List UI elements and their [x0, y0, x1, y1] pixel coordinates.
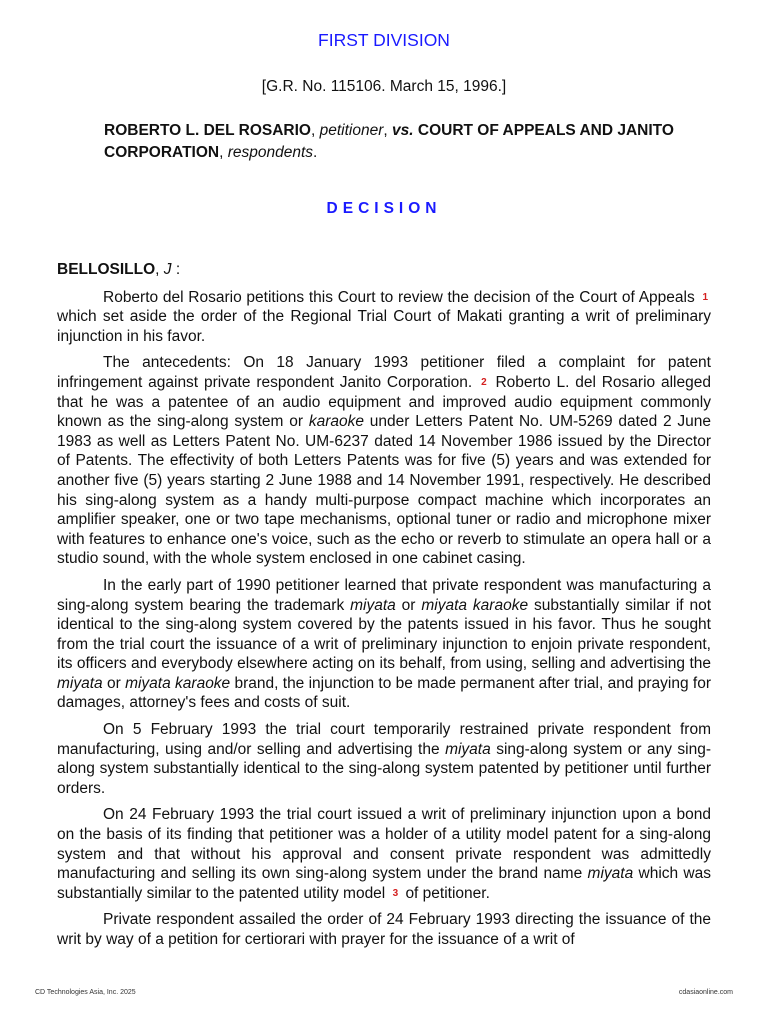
versus-label: vs. — [392, 122, 414, 139]
paragraph-text: Private respondent assailed the order of 24 February 1993 directing the issuance of the writ by way of a petition for certiorari with prayer for the issuance of a writ of — [57, 911, 711, 948]
paragraph-text: which set aside the order of the Regional Trial Court of Makati granting a writ of preliminary injunction in his favor. — [57, 308, 711, 345]
paragraph-text: Roberto L. del Rosario alleged that he was a patentee of an audio equipment and improved audio equipment commonly known as the sing-along system or — [57, 373, 711, 431]
case-number: [G.R. No. 115106. March 15, 1996.] — [261, 78, 507, 95]
decision-body — [57, 260, 711, 957]
paragraph-text: under Letters Patent No. UM-5269 dated 2 June 1983 as well as Letters Patent No. UM-6237 dated 14 November 1986 issued by the Director of Patents. The effectivity of both Letters Patents was for five (5) years and was extended for another five (5) years starting 2 June 1988 and 14 November 1991, respectively. He described his sing-along system as a handy multi-purpose compact machine which incorporates an amplifier speaker, one or two tape mechanisms, optional tuner or radio and microphone mixer with features to enhance one's voice, such as the echo or reverb to stimulate an opera hall or a studio sound, with the whole system enclosed in one cabinet casing. — [57, 413, 712, 568]
paragraph-1 — [57, 288, 711, 347]
footnote-link-3[interactable]: 3 — [392, 887, 399, 899]
respondent-role: respondents — [227, 144, 314, 161]
emphasis-text: miyata karaoke — [125, 674, 231, 692]
footer-copyright: CD Technologies Asia, Inc. 2025 — [35, 989, 136, 996]
emphasis-text: miyata — [587, 865, 634, 883]
emphasis-text: miyata — [445, 740, 491, 758]
emphasis-text: karaoke — [308, 413, 364, 431]
justice-name: BELLOSILLO — [57, 261, 156, 278]
paragraph-text: The antecedents: On 18 January 1993 petitioner filed a complaint for patent infringement against private respondent Janito Corporation. — [57, 354, 711, 391]
ponente-line: BELLOSILLO, J : — [57, 261, 181, 278]
division-heading: FIRST DIVISION — [318, 30, 450, 50]
footnote-link-1[interactable]: 1 — [702, 291, 709, 303]
justice-suffix: J — [163, 261, 172, 278]
paragraph-2 — [57, 353, 711, 569]
decision-heading: DECISION — [326, 200, 442, 217]
paragraph-6 — [57, 910, 711, 949]
paragraph-text: or — [401, 596, 416, 614]
paragraph-text: On 24 February 1993 the trial court issued a writ of preliminary injunction upon a bond on the basis of its finding that petitioner was a holder of a utility model patent for a sing-along system and that without his approval and consent private respondent was admittedly manufacturing and selling its own sing-along system under the brand name — [57, 806, 711, 883]
petitioner-name: ROBERTO L. DEL ROSARIO — [104, 122, 311, 139]
petitioner-role: petitioner — [319, 122, 384, 139]
emphasis-text: miyata — [350, 596, 396, 614]
paragraph-text: In the early part of 1990 petitioner learned that private respondent was manufacturing a sing-along system bearing the trademark — [57, 576, 711, 614]
emphasis-text: miyata — [57, 674, 103, 692]
respondent-names: COURT OF APPEALS AND JANITO CORPORATION — [104, 122, 674, 161]
paragraph-text: which was substantially similar to the patented utility model — [57, 865, 711, 902]
footnote-link-2[interactable]: 2 — [481, 376, 487, 388]
paragraph-text: On 5 February 1993 the trial court temporarily restrained private respondent from manufacturing, using and/or selling and advertising the — [57, 721, 711, 758]
paragraph-text: sing-along system or any sing-along system substantially identical to the sing-along system patented by petitioner until further orders. — [57, 740, 711, 797]
paragraph-4 — [57, 720, 711, 798]
paragraph-text: brand, the injunction to be made permanent after trial, and praying for damages, attorney's fees and costs of suit. — [57, 674, 711, 712]
case-parties: ROBERTO L. DEL ROSARIO, petitioner, vs. COURT OF APPEALS AND JANITO CORPORATION, respondents. — [104, 122, 674, 161]
paragraph-5 — [57, 805, 711, 903]
emphasis-text: miyata karaoke — [421, 596, 529, 614]
paragraph-text: of petitioner. — [405, 884, 490, 902]
paragraph-text: Roberto del Rosario petitions this Court to review the decision of the Court of Appeals — [103, 288, 695, 306]
paragraph-text: or — [106, 674, 121, 692]
paragraph-text: substantially similar if not identical to the sing-along system covered by the patents issued in his favor. Thus he sought from the trial court the issuance of a writ of preliminary injunction to enjoin private respondent, its officers and everybody elsewhere acting on its behalf, from using, selling and advertising the — [57, 596, 712, 673]
paragraph-3 — [57, 576, 711, 713]
footer-site-link[interactable]: cdasiaonline.com — [678, 989, 733, 996]
